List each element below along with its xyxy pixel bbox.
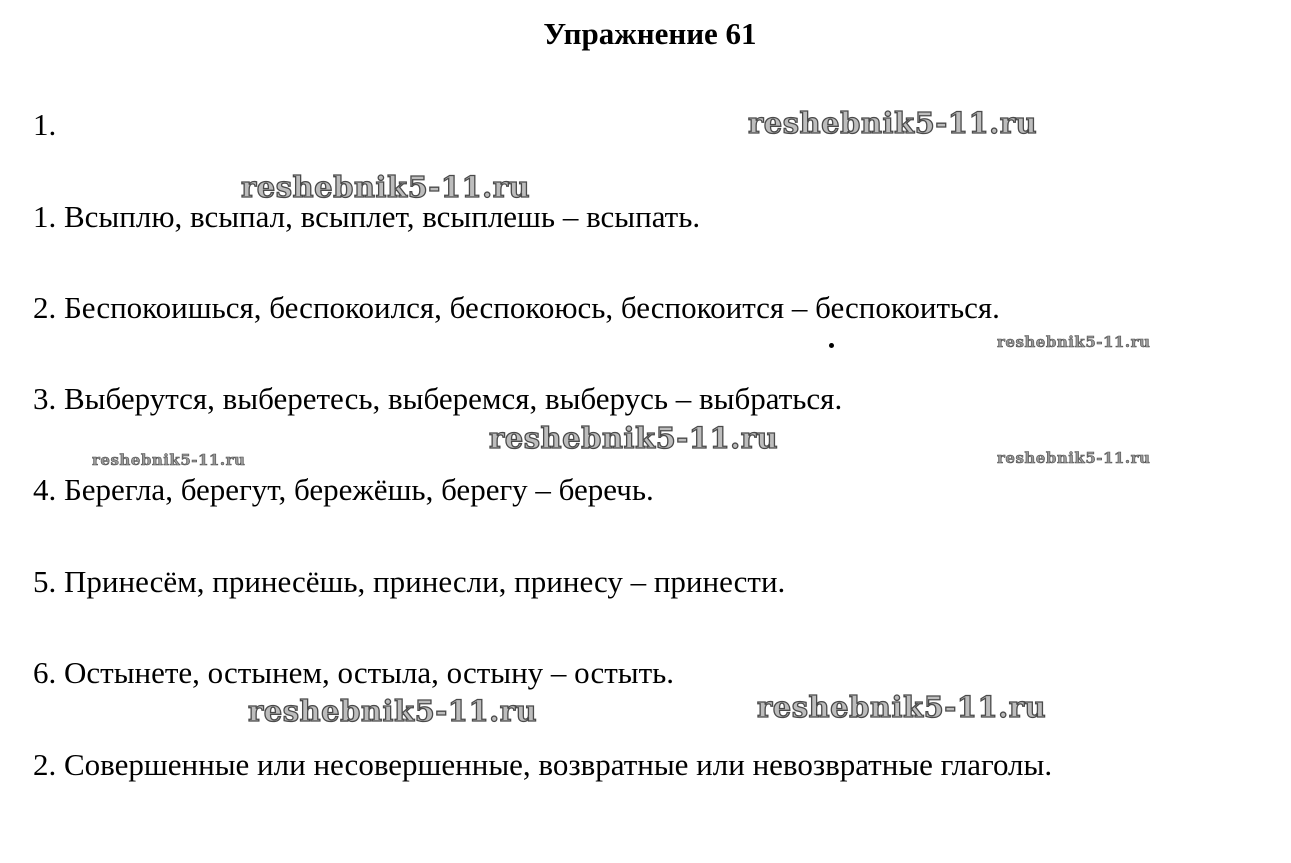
watermark-logo: reshebnik5-11.ru	[997, 333, 1151, 351]
section-1-number: 1.	[33, 107, 57, 142]
section-2-text: 2. Совершенные или несовершенные, возвратные или невозвратные глаголы.	[33, 747, 1053, 782]
watermark-logo: reshebnik5-11.ru	[997, 449, 1151, 467]
page-title: Упражнение 61	[543, 16, 757, 51]
answer-line-4: 4. Берегла, берегут, бережёшь, берегу – беречь.	[33, 472, 654, 507]
watermark-logo: reshebnik5-11.ru	[248, 694, 538, 728]
answer-line-1: 1. Всыплю, всыпал, всыплет, всыплешь – всыпать.	[33, 199, 701, 234]
answer-line-2: 2. Беспокоишься, беспокоился, беспокоюсь, беспокоится – беспокоиться.	[33, 290, 1000, 325]
watermark-logo: reshebnik5-11.ru	[757, 690, 1047, 724]
answer-line-3: 3. Выберутся, выберетесь, выберемся, выберусь – выбраться.	[33, 381, 843, 416]
watermark-logo: reshebnik5-11.ru	[92, 451, 246, 469]
answer-line-5: 5. Принесём, принесёшь, принесли, принесу – принести.	[33, 564, 786, 599]
watermark-logo: reshebnik5-11.ru	[241, 170, 531, 204]
watermark-logo: reshebnik5-11.ru	[489, 421, 779, 455]
watermark-logo: reshebnik5-11.ru	[748, 106, 1038, 140]
stray-dot	[829, 343, 834, 348]
answer-line-6: 6. Остынете, остынем, остыла, остыну – остыть.	[33, 655, 675, 690]
